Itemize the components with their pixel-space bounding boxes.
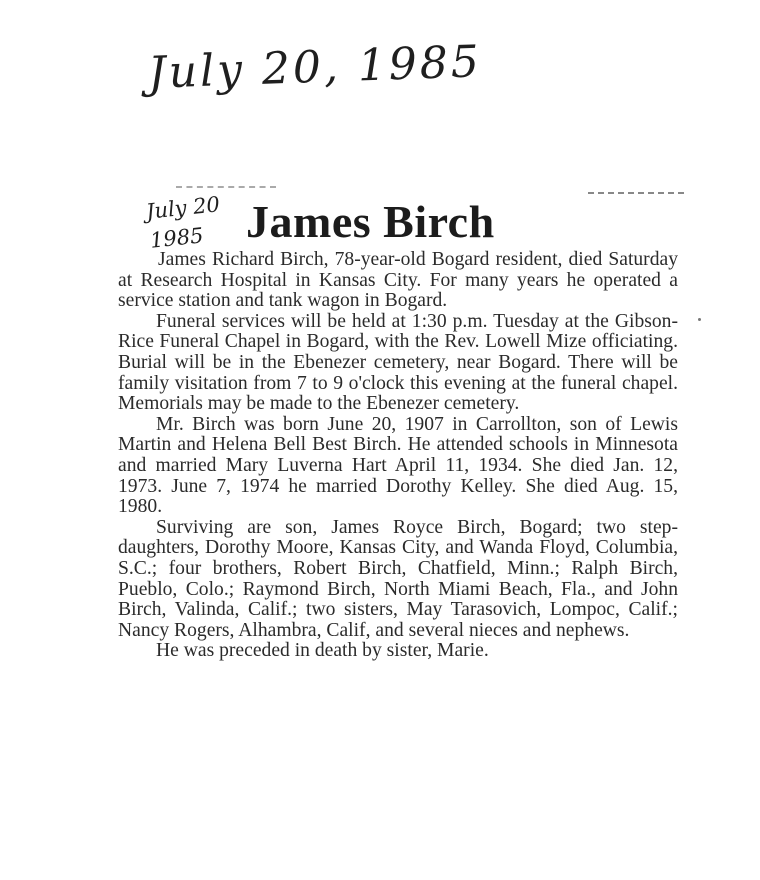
paragraph-preceded-in-death: He was preceded in death by sister, Marie. (156, 640, 489, 662)
obituary-headline: James Birch (246, 196, 495, 247)
clipping-border-left (176, 186, 276, 188)
handwritten-side-date: July 20 (144, 192, 221, 224)
clipping-border-right (588, 192, 684, 194)
paragraph-death-notice: James Richard Birch, 78-year-old Bogard resident, died Saturday at Research Hospital in Kansas City. For many years he operated a service station and tank wagon in Bogard. (118, 249, 678, 312)
handwritten-date: July 20, 1985 (147, 36, 483, 99)
paragraph-survivors: Surviving are son, James Royce Birch, Bogard; two step-daughters, Dorothy Moore, Kansas City, and Wanda Floyd, Columbia, S.C.; four brothers, Robert Birch, Chatfield, Minn.; Ralph Birch, Pueblo, Colo.; Raymond Birch, North Miami Beach, Fla., and John Birch, Valinda, Calif.; two sisters, May Tarasovich, Lompoc, Calif.; Nancy Rogers, Alhambra, Calif, and several nieces and nephews. (118, 516, 678, 641)
obituary-article (118, 250, 678, 662)
handwritten-side-year: 1985 (148, 223, 205, 253)
scan-speck (698, 318, 701, 321)
paragraph-funeral-services: Funeral services will be held at 1:30 p.m. Tuesday at the Gibson-Rice Funeral Chapel in Bogard, with the Rev. Lowell Mize officiating. Burial will be in the Ebenezer cemetery, near Bogard. There will be family visitation from 7 to 9 o'clock this evening at the funeral chapel. Memorials may be made to the Ebenezer cemetery. (118, 310, 678, 415)
paragraph-biography: Mr. Birch was born June 20, 1907 in Carrollton, son of Lewis Martin and Helena Bell Best Birch. He attended schools in Minnesota and married Mary Luverna Hart April 11, 1934. She died Jan. 12, 1973. June 7, 1974 he married Dorothy Kelley. She died Aug. 15, 1980. (118, 413, 678, 518)
